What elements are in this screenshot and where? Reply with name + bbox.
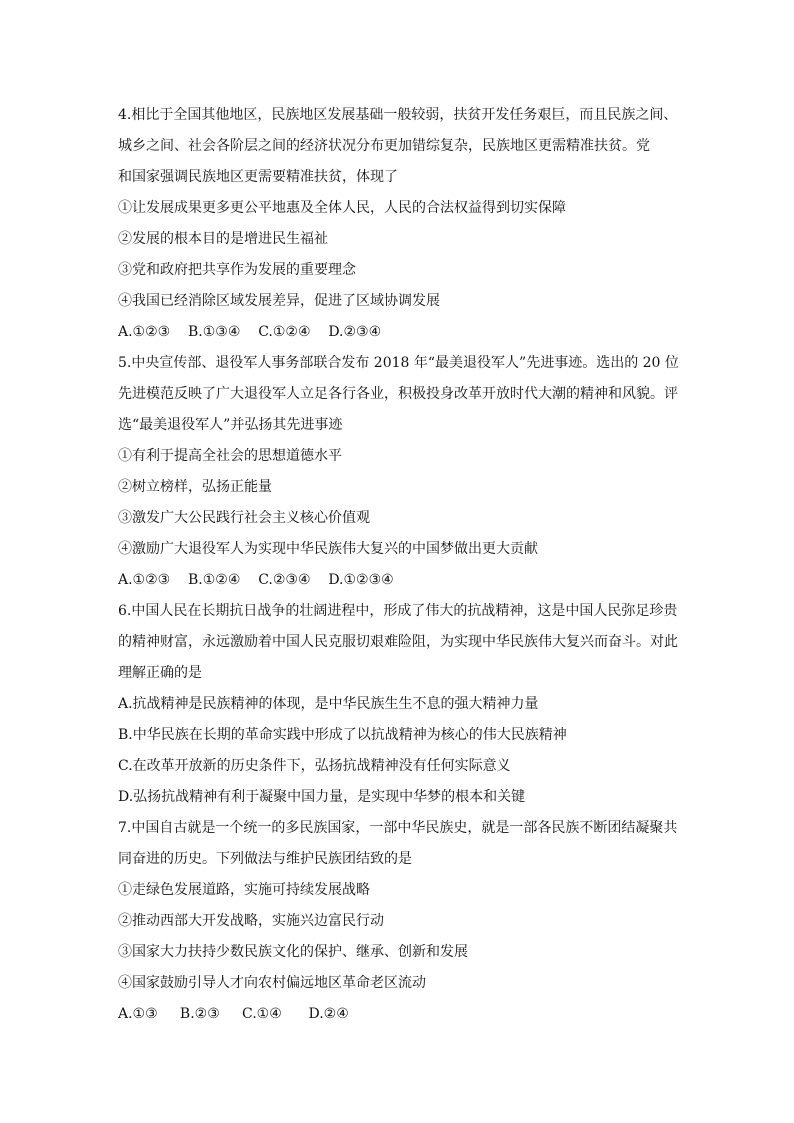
question-4 bbox=[118, 100, 688, 348]
question-6 bbox=[118, 596, 688, 813]
question-5-item: ①有利于提高全社会的思想道德水平 bbox=[118, 448, 342, 464]
question-4-stem-line: 城乡之间、社会各阶层之间的经济状况分布更加错综复杂，民族地区更需精准扶贫。党 bbox=[118, 138, 650, 154]
question-5-item: ②树立榜样，弘扬正能量 bbox=[118, 479, 272, 495]
question-7-item: ④国家鼓励引导人才向农村偏远地区革命老区流动 bbox=[118, 975, 426, 991]
question-5-item: ④激励广大退役军人为实现中华民族伟大复兴的中国梦做出更大贡献 bbox=[118, 541, 538, 557]
question-4-item: ①让发展成果更多更公平地惠及全体人民，人民的合法权益得到切实保障 bbox=[118, 200, 566, 216]
question-4-item: ②发展的根本目的是增进民生福祉 bbox=[118, 231, 328, 247]
question-7-item: ①走绿色发展道路，实施可持续发展战略 bbox=[118, 882, 370, 898]
question-4-stem-line: 4.相比于全国其他地区，民族地区发展基础一般较弱，扶贫开发任务艰巨，而且民族之间、 bbox=[118, 107, 678, 123]
question-6-option: B.中华民族在长期的革命实践中形成了以抗战精神为核心的伟大民族精神 bbox=[118, 727, 567, 743]
question-7-item: ③国家大力扶持少数民族文化的保护、继承、创新和发展 bbox=[118, 944, 468, 960]
document-body bbox=[118, 100, 688, 1030]
question-6-option: A.抗战精神是民族精神的体现，是中华民族生生不息的强大精神力量 bbox=[118, 696, 539, 712]
question-6-stem-line: 理解正确的是 bbox=[118, 665, 202, 681]
question-4-stem-line: 和国家强调民族地区更需要精准扶贫，体现了 bbox=[118, 169, 398, 185]
question-5-stem-line: 5.中央宣传部、退役军人事务部联合发布 2018 年“最美退役军人”先进事迹。选出的 20 位 bbox=[118, 355, 679, 371]
question-5 bbox=[118, 348, 688, 596]
question-4-item: ③党和政府把共享作为发展的重要理念 bbox=[118, 262, 356, 278]
question-7-options: A.①③ B.②③ C.①④ D.②④ bbox=[118, 1006, 349, 1022]
question-4-item: ④我国已经消除区域发展差异，促进了区域协调发展 bbox=[118, 293, 440, 309]
question-7 bbox=[118, 813, 688, 1030]
question-7-item: ②推动西部大开发战略，实施兴边富民行动 bbox=[118, 913, 384, 929]
question-5-item: ③激发广大公民践行社会主义核心价值观 bbox=[118, 510, 370, 526]
question-7-stem-line: 7.中国自古就是一个统一的多民族国家，一部中华民族史，就是一部各民族不断团结凝聚共 bbox=[118, 820, 678, 836]
question-7-stem-line: 同奋进的历史。下列做法与维护民族团结致的是 bbox=[118, 851, 412, 867]
question-5-options: A.①②③ B.①②④ C.②③④ D.①②③④ bbox=[118, 572, 394, 588]
question-6-option: D.弘扬抗战精神有利于凝聚中国力量，是实现中华梦的根本和关键 bbox=[118, 789, 526, 805]
question-5-stem-line: 先进模范反映了广大退役军人立足各行各业，积极投身改革开放时代大潮的精神和风貌。评 bbox=[118, 386, 678, 402]
question-6-option: C.在改革开放新的历史条件下，弘扬抗战精神没有任何实际意义 bbox=[118, 758, 511, 774]
question-5-stem-line: 选“最美退役军人”并弘扬其先进事迹 bbox=[118, 417, 343, 433]
question-6-stem-line: 6.中国人民在长期抗日战争的壮阔进程中，形成了伟大的抗战精神，这是中国人民弥足珍贵 bbox=[118, 603, 678, 619]
question-6-stem-line: 的精神财富，永远激励着中国人民克服切艰难险阻，为实现中华民族伟大复兴而奋斗。对此 bbox=[118, 634, 678, 650]
question-4-options: A.①②③ B.①③④ C.①②④ D.②③④ bbox=[118, 324, 382, 340]
